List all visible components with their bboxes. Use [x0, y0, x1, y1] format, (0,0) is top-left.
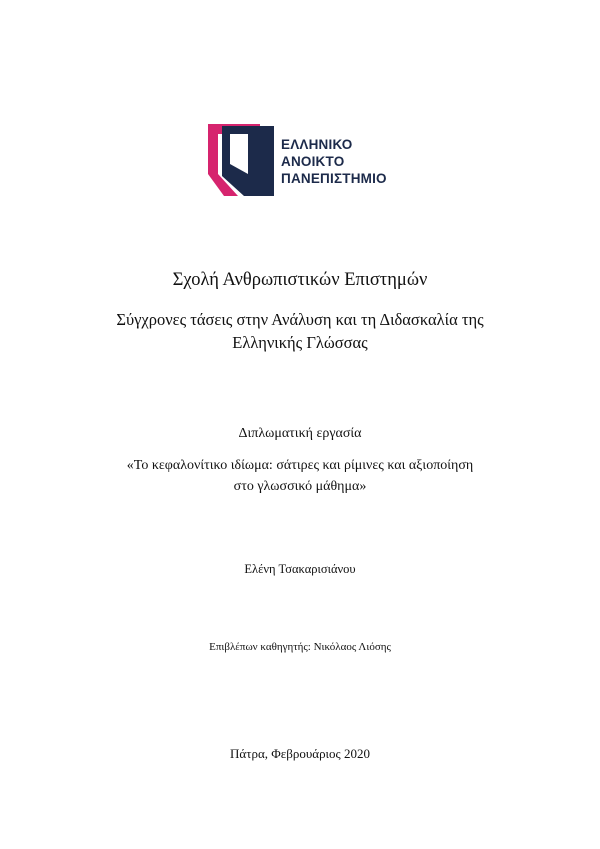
logo-line-1: ΕΛΛΗΝΙΚΟ [281, 137, 353, 152]
supervisor: Επιβλέπων καθηγητής: Νικόλαος Λιόσης [209, 641, 391, 653]
logo-wordmark [281, 136, 387, 187]
school-name: Σχολή Ανθρωπιστικών Επιστημών [172, 270, 428, 290]
university-logo-icon [208, 124, 274, 198]
thesis-title-line-2: στο γλωσσικό μάθημα» [233, 479, 367, 494]
place-date: Πάτρα, Φεβρουάριος 2020 [230, 746, 370, 761]
logo-line-3: ΠΑΝΕΠΙΣΤΗΜΙΟ [281, 171, 387, 186]
program-line-2: Ελληνικής Γλώσσας [232, 333, 368, 352]
university-logo [208, 124, 408, 198]
program-name [0, 308, 600, 354]
thesis-type: Διπλωματική εργασία [238, 426, 362, 441]
thesis-title-line-1: «Το κεφαλονίτικο ιδίωμα: σάτιρες και ρίμινες και αξιοποίηση [126, 458, 474, 473]
author-name: Ελένη Τσακαρισιάνου [244, 562, 356, 576]
logo-line-2: ΑΝΟΙΚΤΟ [281, 154, 345, 169]
thesis-title [0, 455, 600, 497]
program-line-1: Σύγχρονες τάσεις στην Ανάλυση και τη Διδασκαλία της [116, 310, 484, 329]
